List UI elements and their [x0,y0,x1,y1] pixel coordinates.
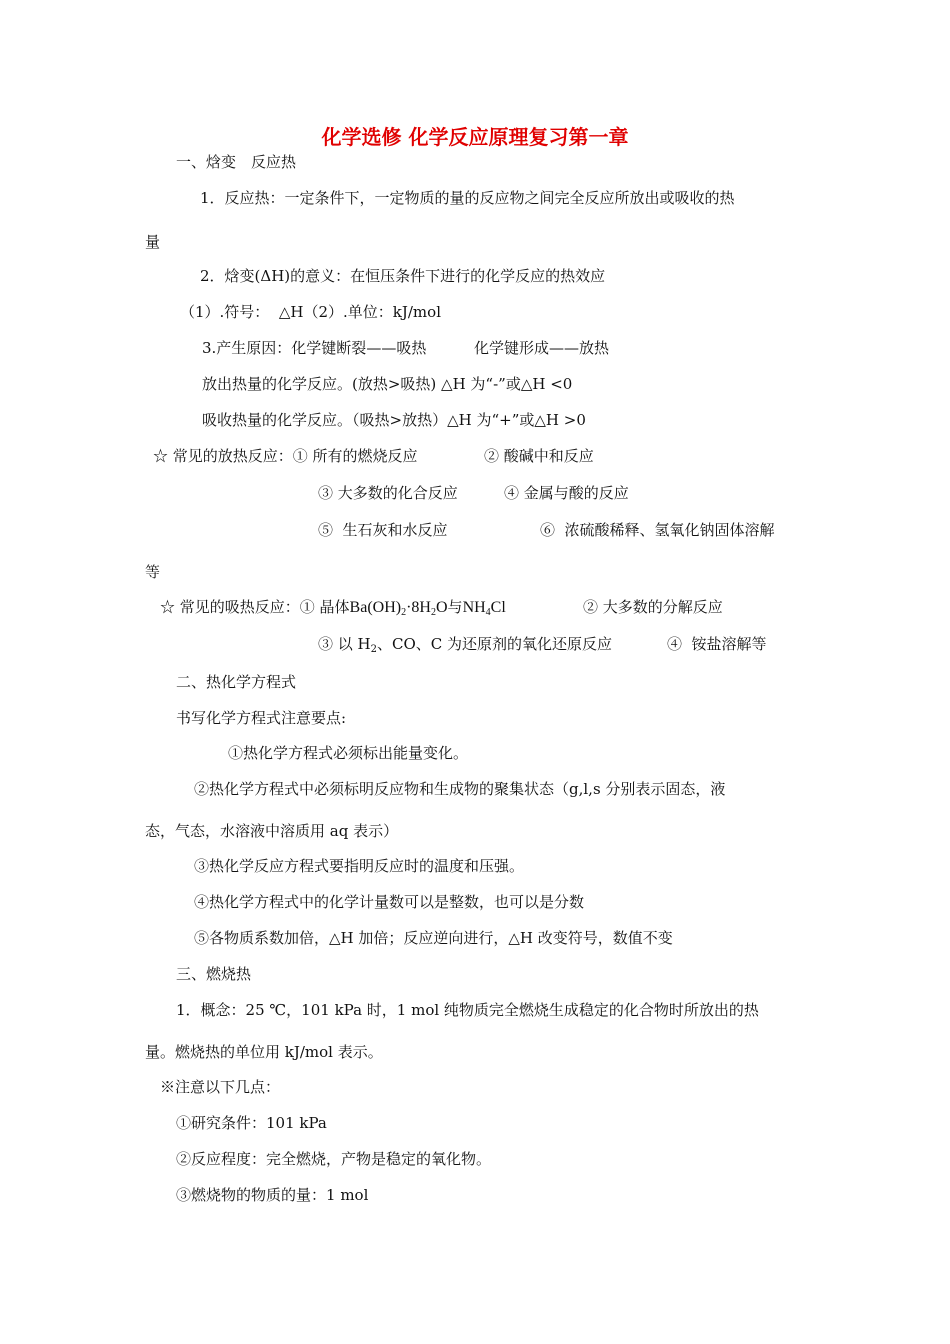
ammonium-chloride-formula: $NH_4Cl$ [462,599,506,618]
combustion-concept-line2: 量。燃烧热的单位用 kJ/mol 表示。 [145,1043,383,1061]
enthalpy-meaning: 2．焓变(ΔH)的意义：在恒压条件下进行的化学反应的热效应 [200,267,606,285]
endo-item-4: ④ 铵盐溶解等 [667,635,767,653]
exo-item-4: ④ 金属与酸的反应 [504,484,629,502]
rule-5: ⑤各物质系数加倍，△H 加倍；反应逆向进行，△H 改变符号，数值不变 [194,929,673,947]
note-3: ③燃烧物的物质的量：1 mol [176,1186,369,1204]
rule-2-line1: ②热化学方程式中必须标明反应物和生成物的聚集状态（g,l,s 分别表示固态，液 [194,780,726,798]
reaction-heat-definition-line2: 量 [145,233,161,251]
note-1: ①研究条件：101 kPa [176,1114,327,1132]
rule-3: ③热化学反应方程式要指明反应时的温度和压强。 [194,857,525,875]
exothermic-list-label: ☆ 常见的放热反应：① 所有的燃烧反应 [153,447,418,465]
endo-item-2: ② 大多数的分解反应 [583,598,723,616]
exo-item-2: ② 酸碱中和反应 [484,447,594,465]
exo-item-6: ⑥ 浓硫酸稀释、氢氧化钠固体溶解 [540,521,775,539]
barium-hydroxide-formula: $Ba(OH)_2\cdot 8H_2O$ [349,599,448,618]
endo-item-3: ③ 以 $H_2$、CO、C 为还原剂的氧化还原反应 [318,635,613,655]
exothermic-rule: 放出热量的化学反应。(放热>吸热) △H 为“-”或△H <0 [202,375,573,393]
rule-4: ④热化学方程式中的化学计量数可以是整数，也可以是分数 [194,893,585,911]
section-1-heading: 一、焓变 反应热 [176,153,297,171]
section-2-heading: 二、热化学方程式 [176,673,297,691]
combustion-concept-line1: 1．概念：25 ℃，101 kPa 时，1 mol 纯物质完全燃烧生成稳定的化合物时所放出的热 [176,1001,759,1019]
symbol-and-unit: （1）.符号： △H（2）.单位：kJ/mol [180,303,441,321]
exo-list-end: 等 [145,563,161,581]
exo-item-5: ⑤ 生石灰和水反应 [318,521,448,539]
rule-2-line2: 态，气态，水溶液中溶质用 aq 表示） [145,822,399,840]
cause-line: 3.产生原因：化学键断裂——吸热 化学键形成——放热 [202,339,609,357]
notes-heading: ※注意以下几点： [160,1078,281,1096]
endothermic-item-1: ☆ 常见的吸热反应：① 晶体$Ba(OH)_2\cdot 8H_2O$与$NH_4Cl$ [160,598,506,618]
exo-item-1: ① 所有的燃烧反应 [292,447,418,465]
endothermic-rule: 吸收热量的化学反应。（吸热>放热）△H 为“+”或△H >0 [202,411,586,429]
reaction-heat-definition-line1: 1．反应热：一定条件下，一定物质的量的反应物之间完全反应所放出或吸收的热 [200,189,735,207]
exo-item-3: ③ 大多数的化合反应 [318,484,458,502]
note-2: ②反应程度：完全燃烧，产物是稳定的氧化物。 [176,1150,492,1168]
document-title: 化学选修 化学反应原理复习第一章 [321,125,629,149]
section-2-intro: 书写化学方程式注意要点: [176,709,347,727]
section-3-heading: 三、燃烧热 [176,965,252,983]
rule-1: ①热化学方程式必须标出能量变化。 [228,744,469,762]
